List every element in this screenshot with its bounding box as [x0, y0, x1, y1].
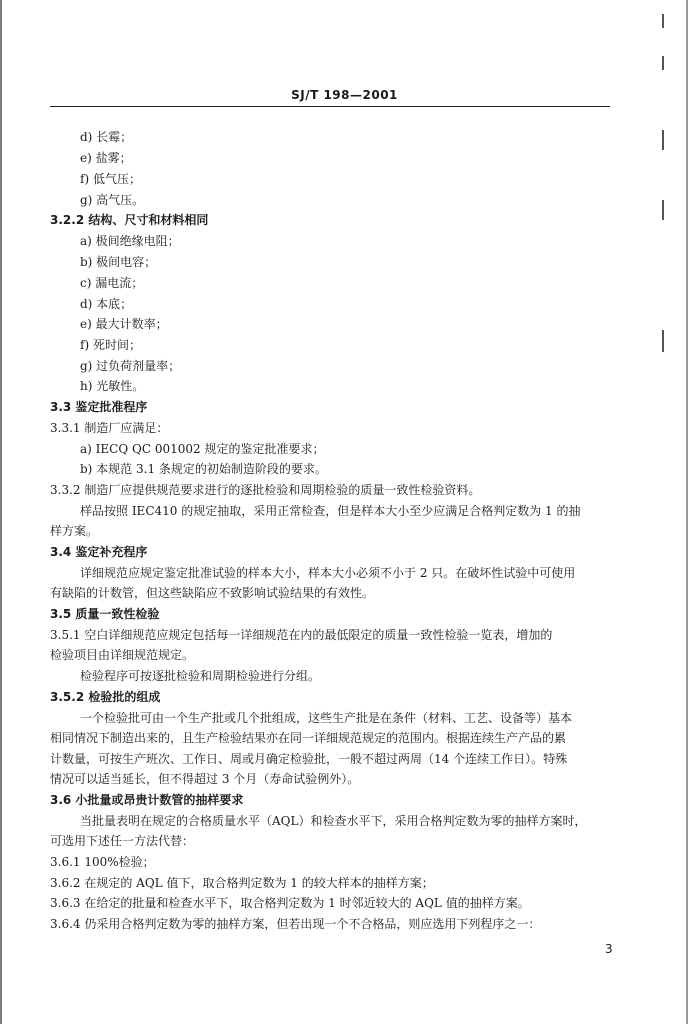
- text-line: 当批量表明在规定的合格质量水平（AQL）和检查水平下，采用合格判定数为零的抽样方案时，: [80, 814, 587, 828]
- scan-left-edge: [0, 0, 2, 1024]
- text-line: b) 极间电容；: [80, 255, 157, 269]
- text-line: 样品按照 IEC410 的规定抽取，采用正常检查，但是样本大小至少应满足合格判定数为 1 的抽: [80, 504, 581, 518]
- document-header: SJ/T 198—2001: [291, 88, 398, 102]
- text-line: 检验项目由详细规范规定。: [50, 648, 195, 662]
- text-line: b) 本规范 3.1 条规定的初始制造阶段的要求。: [80, 462, 327, 476]
- scan-mark: [662, 200, 664, 220]
- text-line: c) 漏电流；: [80, 276, 144, 290]
- text-line: 3.6.3 在给定的批量和检查水平下，取合格判定数为 1 时邻近较大的 AQL 值的抽样方案。: [50, 896, 530, 910]
- text-line: 有缺陷的计数管，但这些缺陷应不致影响试验结果的有效性。: [50, 586, 375, 600]
- scan-mark: [662, 14, 664, 28]
- section-heading: 3.3 鉴定批准程序: [50, 400, 148, 414]
- scan-mark: [662, 130, 664, 150]
- scan-right-edge: [686, 0, 688, 1024]
- text-line: d) 本底；: [80, 297, 133, 311]
- text-line: g) 高气压。: [80, 193, 145, 207]
- text-line: 详细规范应规定鉴定批准试验的样本大小，样本大小必须不小于 2 只。在破坏性试验中可使用: [80, 566, 576, 580]
- scan-mark: [662, 330, 664, 352]
- text-line: 3.5.1 空白详细规范应规定包括每一详细规范在内的最低限定的质量一致性检验一览表，增加的: [50, 628, 553, 642]
- text-line: a) IECQ QC 001002 规定的鉴定批准要求；: [80, 442, 325, 456]
- text-line: 样方案。: [50, 524, 99, 538]
- text-line: 可选用下述任一方法代替：: [50, 834, 195, 848]
- section-heading: 3.5.2 检验批的组成: [50, 690, 161, 704]
- text-line: e) 最大计数率；: [80, 317, 168, 331]
- text-line: 相同情况下制造出来的，且生产检验结果亦在同一详细规范规定的范围内。根据连续生产产品的累: [50, 731, 567, 745]
- section-heading: 3.5 质量一致性检验: [50, 607, 160, 621]
- text-line: a) 极间绝缘电阻；: [80, 234, 180, 248]
- text-line: 3.6.2 在规定的 AQL 值下，取合格判定数为 1 的较大样本的抽样方案；: [50, 876, 434, 890]
- text-line: 一个检验批可由一个生产批或几个批组成，这些生产批是在条件（材料、工艺、设备等）基本: [80, 711, 573, 725]
- header-rule: [50, 106, 610, 107]
- section-heading: 3.4 鉴定补充程序: [50, 545, 148, 559]
- text-line: g) 过负荷剂量率；: [80, 359, 181, 373]
- text-line: e) 盐雾；: [80, 151, 132, 165]
- text-line: 3.3.2 制造厂应提供规范要求进行的逐批检验和周期检验的质量一致性检验资料。: [50, 483, 481, 497]
- text-line: 计数量，可按生产班次、工作日、周或月确定检验批，一般不超过两周（14 个连续工作日）。特殊: [50, 752, 568, 766]
- text-line: f) 死时间；: [80, 338, 141, 352]
- text-line: 3.3.1 制造厂应满足：: [50, 421, 169, 435]
- text-line: 3.6.4 仍采用合格判定数为零的抽样方案，但若出现一个不合格品，则应选用下列程序之一：: [50, 917, 541, 931]
- text-line: 3.6.1 100%检验；: [50, 855, 155, 869]
- scan-mark: [662, 56, 664, 70]
- section-heading: 3.6 小批量或昂贵计数管的抽样要求: [50, 793, 244, 807]
- section-heading: 3.2.2 结构、尺寸和材料相同: [50, 213, 209, 227]
- page-number: 3: [605, 942, 613, 956]
- text-line: h) 光敏性。: [80, 379, 145, 393]
- text-line: f) 低气压；: [80, 172, 141, 186]
- text-line: d) 长霉；: [80, 130, 133, 144]
- text-line: 检验程序可按逐批检验和周期检验进行分组。: [80, 669, 321, 683]
- text-line: 情况可以适当延长，但不得超过 3 个月（寿命试验例外）。: [50, 772, 360, 786]
